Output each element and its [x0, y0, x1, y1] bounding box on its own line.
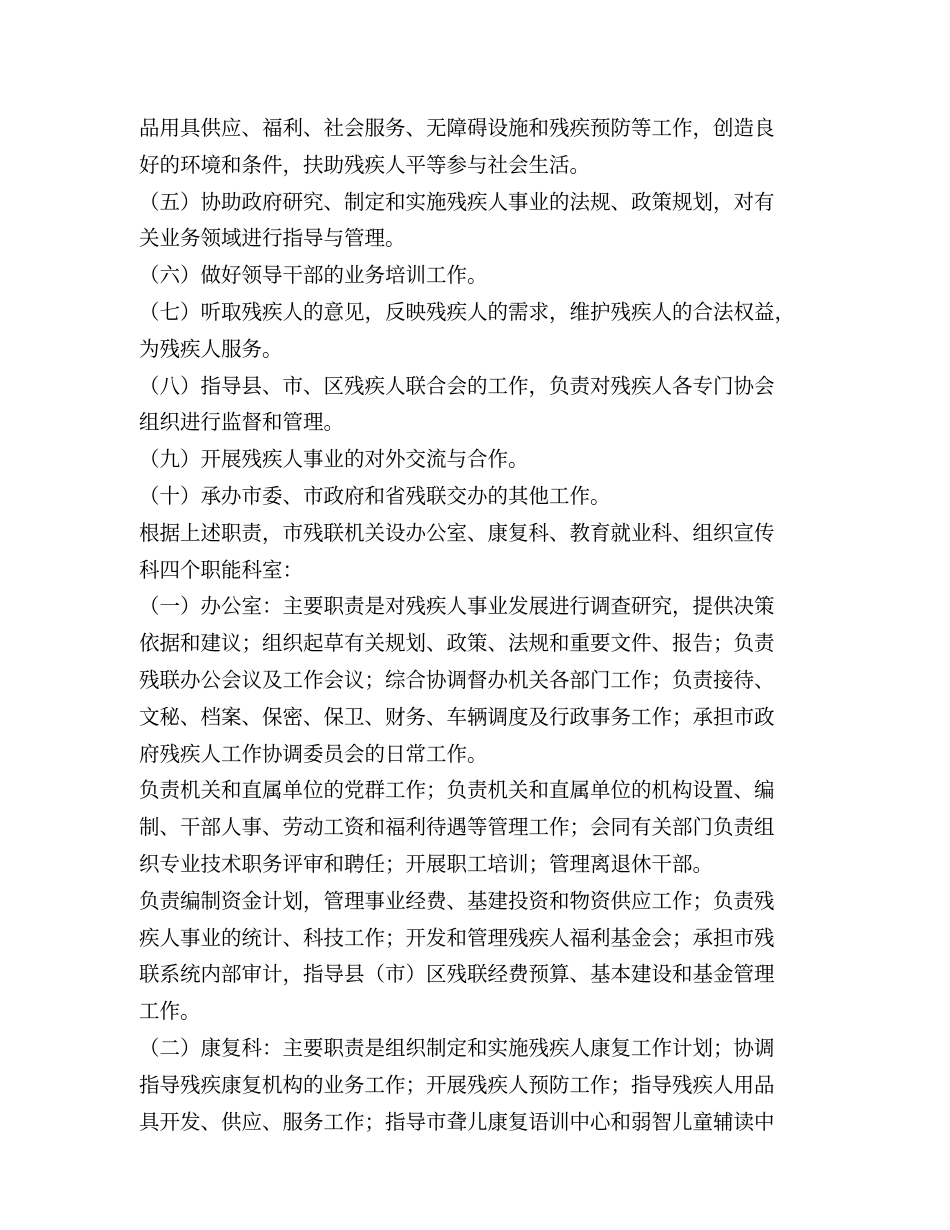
text-line: 织专业技术职务评审和聘任；开展职工培训；管理离退休干部。	[139, 851, 713, 876]
text-line: （十）承办市委、市政府和省残联交办的其他工作。	[139, 483, 611, 508]
text-line: 关业务领域进行指导与管理。	[139, 226, 406, 251]
text-line: （六）做好领导干部的业务培训工作。	[139, 263, 488, 288]
text-line: 负责机关和直属单位的党群工作；负责机关和直属单位的机构设置、编	[139, 778, 775, 803]
text-line: （七）听取残疾人的意见，反映残疾人的需求，维护残疾人的合法权益，	[139, 299, 795, 324]
text-line: 依据和建议；组织起草有关规划、政策、法规和重要文件、报告；负责	[139, 631, 775, 656]
text-line: 疾人事业的统计、科技工作；开发和管理残疾人福利基金会；承担市残	[139, 925, 775, 950]
text-line: 负责编制资金计划，管理事业经费、基建投资和物资供应工作；负责残	[139, 888, 775, 913]
text-line: 工作。	[139, 999, 201, 1024]
text-line: 残联办公会议及工作会议；综合协调督办机关各部门工作；负责接待、	[139, 667, 775, 692]
text-line: 府残疾人工作协调委员会的日常工作。	[139, 741, 488, 766]
text-line: 指导残疾康复机构的业务工作；开展残疾人预防工作；指导残疾人用品	[139, 1072, 775, 1097]
text-line: 好的环境和条件，扶助残疾人平等参与社会生活。	[139, 152, 590, 177]
text-line: （一）办公室：主要职责是对残疾人事业发展进行调查研究，提供决策	[139, 594, 775, 619]
text-line: （二）康复科：主要职责是组织制定和实施残疾人康复工作计划；协调	[139, 1035, 775, 1060]
text-line: 根据上述职责，市残联机关设办公室、康复科、教育就业科、组织宣传	[139, 520, 775, 545]
text-line: 组织进行监督和管理。	[139, 410, 344, 435]
document-body	[139, 110, 829, 1140]
text-line: 联系统内部审计，指导县（市）区残联经费预算、基本建设和基金管理	[139, 962, 775, 987]
text-line: （五）协助政府研究、制定和实施残疾人事业的法规、政策规划，对有	[139, 189, 775, 214]
text-line: 制、干部人事、劳动工资和福利待遇等管理工作；会同有关部门负责组	[139, 815, 775, 840]
text-line: 品用具供应、福利、社会服务、无障碍设施和残疾预防等工作，创造良	[139, 116, 775, 140]
text-line: （九）开展残疾人事业的对外交流与合作。	[139, 447, 529, 472]
text-line: 文秘、档案、保密、保卫、财务、车辆调度及行政事务工作；承担市政	[139, 704, 775, 729]
text-line: 为残疾人服务。	[139, 336, 283, 361]
text-line: （八）指导县、市、区残疾人联合会的工作，负责对残疾人各专门协会	[139, 373, 775, 398]
text-line: 科四个职能科室：	[139, 557, 303, 582]
text-line: 具开发、供应、服务工作；指导市聋儿康复语训中心和弱智儿童辅读中	[139, 1109, 775, 1134]
